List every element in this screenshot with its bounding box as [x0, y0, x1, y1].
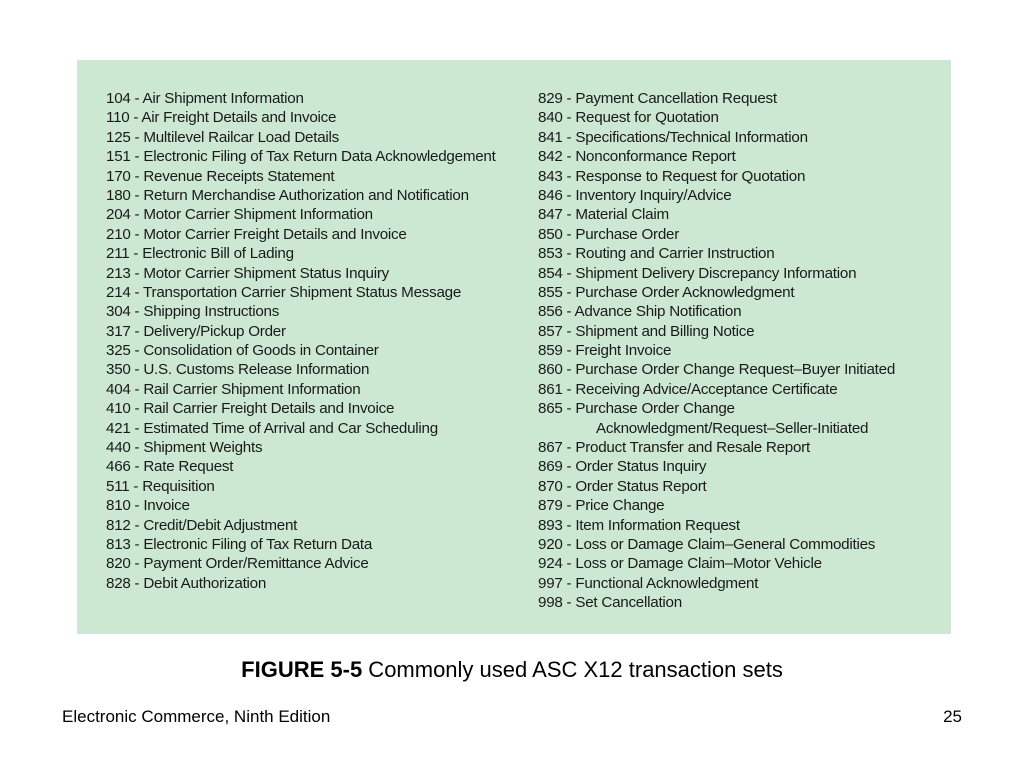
list-item: 855 - Purchase Order Acknowledgment [538, 283, 795, 301]
figure-caption-text: Commonly used ASC X12 transaction sets [362, 657, 783, 682]
list-item: 857 - Shipment and Billing Notice [538, 322, 755, 340]
list-item: 841 - Specifications/Technical Information [538, 128, 808, 146]
list-item: 211 - Electronic Bill of Lading [106, 245, 294, 263]
list-item: 853 - Routing and Carrier Instruction [538, 245, 775, 263]
list-item: 325 - Consolidation of Goods in Container [106, 342, 379, 360]
transaction-list-right [538, 89, 895, 613]
list-item: 850 - Purchase Order [538, 225, 680, 243]
list-item: 861 - Receiving Advice/Acceptance Certificate [538, 380, 838, 398]
list-item: 350 - U.S. Customs Release Information [106, 361, 370, 379]
list-item: 404 - Rail Carrier Shipment Information [106, 380, 361, 398]
list-item: 869 - Order Status Inquiry [538, 458, 707, 476]
figure-caption-label: FIGURE 5-5 [241, 657, 363, 682]
list-item: 924 - Loss or Damage Claim–Motor Vehicle [538, 555, 822, 573]
list-item: 213 - Motor Carrier Shipment Status Inquiry [106, 264, 389, 282]
list-item: 110 - Air Freight Details and Invoice [106, 109, 337, 127]
page-number: 25 [943, 707, 962, 726]
list-item: 104 - Air Shipment Information [106, 90, 304, 107]
list-item: 847 - Material Claim [538, 206, 669, 224]
list-item: 214 - Transportation Carrier Shipment Status Message [106, 283, 462, 301]
list-item: 856 - Advance Ship Notification [538, 303, 742, 321]
list-item: 859 - Freight Invoice [538, 342, 672, 360]
list-item: 421 - Estimated Time of Arrival and Car Scheduling [106, 419, 438, 437]
list-item: 998 - Set Cancellation [538, 594, 682, 612]
list-item: 466 - Rate Request [106, 458, 234, 476]
list-item: 813 - Electronic Filing of Tax Return Data [106, 535, 373, 553]
list-item: 829 - Payment Cancellation Request [538, 90, 777, 107]
list-item: 843 - Response to Request for Quotation [538, 167, 806, 185]
list-item: 317 - Delivery/Pickup Order [106, 322, 286, 340]
list-item: 828 - Debit Authorization [106, 574, 267, 592]
list-item: 840 - Request for Quotation [538, 109, 719, 127]
list-item-continuation: Acknowledgment/Request–Seller-Initiated [596, 419, 869, 437]
list-item: 151 - Electronic Filing of Tax Return Data Acknowledgement [106, 148, 496, 166]
list-item: 870 - Order Status Report [538, 477, 707, 495]
list-item: 893 - Item Information Request [538, 516, 740, 534]
list-item: 170 - Revenue Receipts Statement [106, 167, 335, 185]
list-item: 860 - Purchase Order Change Request–Buyer Initiated [538, 361, 896, 379]
figure-panel [77, 60, 951, 634]
figure-caption [0, 657, 1024, 683]
list-item: 820 - Payment Order/Remittance Advice [106, 555, 369, 573]
list-item: 879 - Price Change [538, 497, 665, 515]
list-item: 180 - Return Merchandise Authorization and Notification [106, 186, 469, 204]
transaction-list-left [106, 89, 496, 593]
list-item: 125 - Multilevel Railcar Load Details [106, 128, 340, 146]
list-item: 210 - Motor Carrier Freight Details and Invoice [106, 225, 407, 243]
list-item: 920 - Loss or Damage Claim–General Commodities [538, 535, 876, 553]
list-item: 854 - Shipment Delivery Discrepancy Information [538, 264, 857, 282]
list-item: 440 - Shipment Weights [106, 439, 263, 457]
footer-book-title: Electronic Commerce, Ninth Edition [62, 707, 331, 726]
list-item: 410 - Rail Carrier Freight Details and Invoice [106, 400, 395, 418]
list-item: 204 - Motor Carrier Shipment Information [106, 206, 373, 224]
list-item: 810 - Invoice [106, 497, 190, 515]
list-item: 997 - Functional Acknowledgment [538, 574, 759, 592]
list-item: 842 - Nonconformance Report [538, 148, 736, 166]
list-item: 867 - Product Transfer and Resale Report [538, 439, 810, 457]
list-item: 511 - Requisition [106, 477, 215, 495]
list-item: 812 - Credit/Debit Adjustment [106, 516, 298, 534]
list-item: 304 - Shipping Instructions [106, 303, 280, 321]
list-item: 865 - Purchase Order Change [538, 400, 735, 418]
list-item: 846 - Inventory Inquiry/Advice [538, 186, 732, 204]
